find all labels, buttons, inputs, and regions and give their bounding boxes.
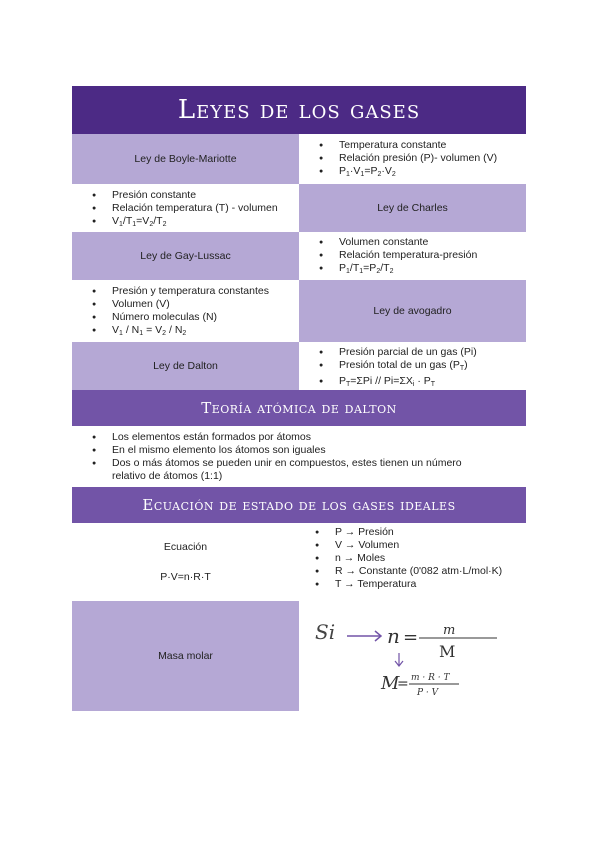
boyle-details (299, 134, 526, 184)
avogadro-bullet-1: ● Presión y temperatura constantes (112, 285, 299, 298)
charles-label: Ley de Charles (299, 184, 526, 232)
arrow-right-icon (347, 631, 381, 641)
gay-lussac-row (72, 232, 526, 280)
masa-molar-formula (299, 601, 526, 711)
M-text: M (439, 642, 456, 661)
ecuacion-var-4: ● R → Constante (0'082 atm·L/mol·K) (335, 565, 526, 578)
gay-lussac-label: Ley de Gay-Lussac (72, 232, 299, 280)
denominator-text: P · V (417, 688, 439, 698)
avogadro-row (72, 280, 526, 342)
charles-bullet-2: ● Relación temperatura (T) - volumen (112, 202, 299, 215)
ecuacion-variables (299, 523, 526, 601)
arrow-down-icon (395, 653, 403, 666)
gay-lussac-details (299, 232, 526, 280)
numerator-text: m · R · T (411, 673, 450, 683)
dalton-row (72, 342, 526, 390)
dalton-bullet-1: ● Presión parcial de un gas (Pi) (339, 346, 526, 359)
ecuacion-formula: P·V=n·R·T (160, 571, 211, 583)
gay-bullet-3: ● $P_1/T_1=P_2/T_2$ (339, 262, 526, 278)
ecuacion-section-title: Ecuación de estado de los gases ideales (72, 487, 526, 523)
boyle-bullet-3: ● $P_1\cdot V_1=P_2\cdot V_2$ (339, 165, 526, 181)
equals-text-2: = (397, 676, 409, 692)
masa-molar-row (72, 601, 526, 711)
ecuacion-left (72, 523, 299, 601)
masa-molar-handwritten-svg (299, 601, 526, 711)
m-text: m (443, 623, 456, 638)
ecuacion-var-3: ● n → Moles (335, 552, 526, 565)
gay-bullet-1: ● Volumen constante (339, 236, 526, 249)
teoria-item-1: ● Los elementos están formados por átomos (112, 431, 496, 444)
dalton-label: Ley de Dalton (72, 342, 299, 390)
ecuacion-row (72, 523, 526, 601)
teoria-item-3: ● Dos o más átomos se pueden unir en compuestos, estes tienen un número relativo de átomos (1:1) (112, 457, 496, 483)
page-title: Leyes de los gases (72, 86, 526, 134)
charles-bullet-1: ● Presión constante (112, 189, 299, 202)
teoria-item-2: ● En el mismo elemento los átomos son iguales (112, 444, 496, 457)
ecuacion-label: Ecuación (163, 541, 208, 553)
charles-row (72, 184, 526, 232)
gay-bullet-2: ● Relación temperatura-presión (339, 249, 526, 262)
boyle-row (72, 134, 526, 184)
M2-text: M (381, 673, 400, 694)
dalton-details (299, 342, 526, 390)
charles-bullet-3: ● $V_1/T_1=V_2/T_2$ (112, 215, 299, 231)
avogadro-bullet-2: ● Volumen (V) (112, 298, 299, 311)
n-text: n (387, 624, 400, 648)
charles-details (72, 184, 299, 232)
ecuacion-var-1: ● P → Presión (335, 526, 526, 539)
teoria-section-title: Teoría atómica de dalton (72, 390, 526, 426)
equals-text: = (403, 627, 419, 648)
boyle-bullet-1: ● Temperatura constante (339, 139, 526, 152)
teoria-list (72, 426, 526, 487)
ecuacion-var-2: ● V → Volumen (335, 539, 526, 552)
avogadro-bullet-3: ● Número moleculas (N) (112, 311, 299, 324)
dalton-bullet-2: ● Presión total de un gas $(P_T)$ (339, 359, 526, 375)
dalton-bullet-3: ● $P_T=\Sigma Pi // Pi=\Sigma X_i \cdot P_T$ (339, 375, 526, 391)
boyle-bullet-2: ● Relación presión (P)- volumen (V) (339, 152, 526, 165)
ecuacion-var-5: ● T → Temperatura (335, 578, 526, 591)
gas-laws-sheet (72, 86, 526, 711)
masa-molar-label: Masa molar (72, 601, 299, 711)
avogadro-bullet-4: ● $V_1 / N_1 = V_2 / N_2$ (112, 324, 299, 340)
si-text: Si (315, 620, 336, 644)
avogadro-label: Ley de avogadro (299, 280, 526, 342)
boyle-label: Ley de Boyle-Mariotte (72, 134, 299, 184)
avogadro-details (72, 280, 299, 342)
